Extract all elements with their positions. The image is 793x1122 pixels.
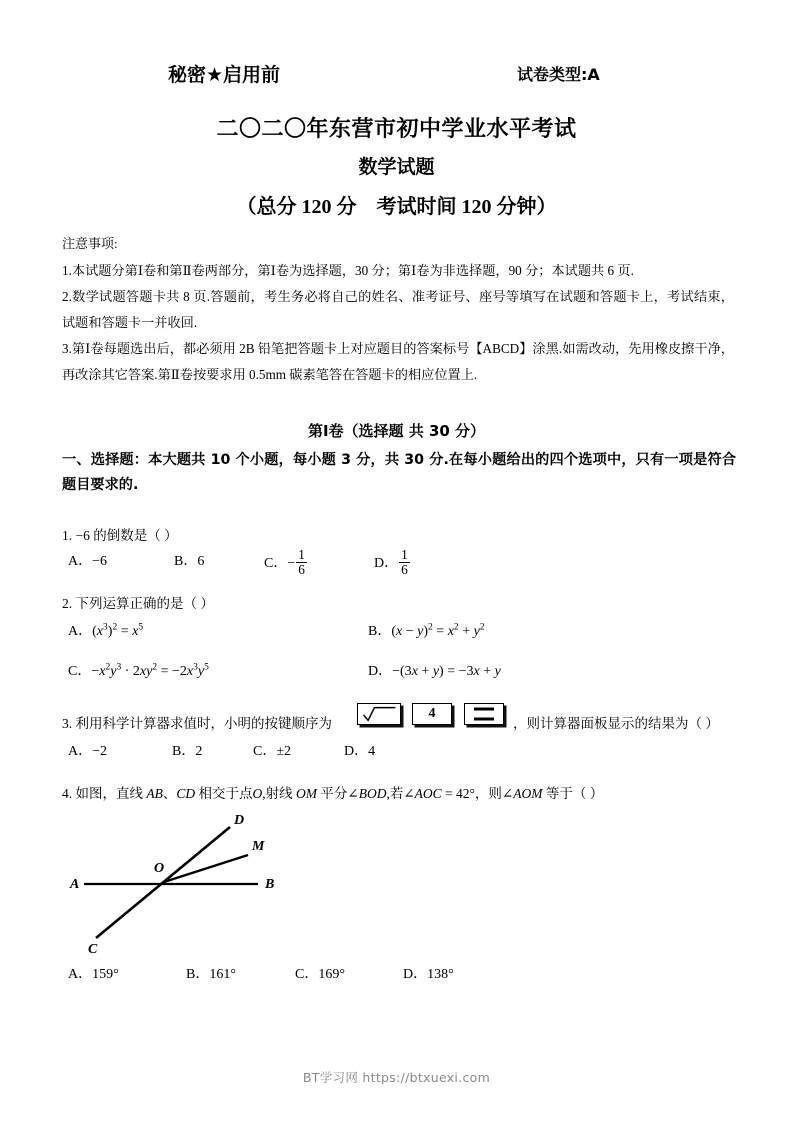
notice-item-2: 2.数学试题答题卡共 8 页.答题前，考生务必将自己的姓名、准考证号、座号等填写在试题和答题卡上，考试结束，试题和答题卡一并收回.	[62, 289, 734, 330]
q4-angle-aoc: AOC	[414, 786, 442, 801]
fraction-denominator: 6	[298, 561, 305, 577]
question-4-stem	[62, 782, 603, 802]
question-2-option-a[interactable]	[68, 620, 143, 640]
line-cd	[96, 827, 230, 938]
question-4-option-a[interactable]	[68, 963, 119, 983]
q4-suffix: 等于（ ）	[542, 786, 604, 801]
paper-type-label: 试卷类型:A	[517, 65, 600, 84]
exam-title: 二〇二〇年东营市初中学业水平考试	[216, 117, 577, 142]
figure-label-m: M	[252, 839, 265, 854]
option-a-label: A．	[68, 624, 93, 639]
question-1-stem: 1. −6 的倒数是（ ）	[62, 528, 178, 543]
calculator-sqrt-key[interactable]	[357, 703, 401, 725]
equals-icon	[474, 708, 494, 721]
question-3-stem-before: 3. 利用科学计算器求值时，小明的按键顺序为	[62, 716, 332, 731]
score-time-line: （总分 120 分 考试时间 120 分钟）	[236, 196, 557, 218]
option-d-label: D．	[403, 967, 428, 982]
question-4-figure	[62, 808, 362, 956]
question-3-option-d[interactable]	[344, 740, 375, 760]
question-1-option-a[interactable]	[68, 550, 107, 570]
option-d-value: 138°	[427, 967, 454, 982]
question-1-option-b[interactable]	[174, 550, 204, 570]
option-d-value: 4	[368, 744, 376, 759]
secret-label: 秘密★启用前	[168, 64, 281, 86]
option-a-value: 159°	[92, 967, 119, 982]
option-a-expression: $(x^3)^2 = x^5$	[92, 622, 144, 639]
q4-seg-cd: CD	[176, 786, 196, 801]
option-c-expression: $-x^2y^3 \cdot 2xy^2 = -2x^3y^5$	[91, 662, 209, 679]
question-4-option-b[interactable]	[186, 963, 236, 983]
q4-ray-om: OM	[296, 786, 318, 801]
fraction-numerator: 1	[401, 547, 408, 562]
option-c-label: C．	[264, 556, 288, 572]
intersecting-lines-diagram	[62, 808, 362, 956]
question-3-option-a[interactable]	[68, 740, 107, 760]
question-3-stem-after: ，则计算器面板显示的结果为（ ）	[513, 716, 719, 731]
q4-prefix: 4. 如图，直线	[62, 786, 147, 801]
option-b-value: 6	[197, 554, 205, 569]
option-a-label: A．	[68, 744, 93, 759]
notice-item-3: 3.第Ⅰ卷每题选出后，都必须用 2B 铅笔把答题卡上对应题目的答案标号【ABCD】涂黑.如需改动，先用橡皮擦干净，再改涂其它答案.第Ⅱ卷按要求用 0.5mm 碳素笔答在答题卡的相应位置上.	[62, 341, 734, 382]
calculator-four-key[interactable]: 4	[412, 703, 452, 725]
question-2-option-c[interactable]	[68, 660, 209, 680]
option-d-expression: −(3x + y) = −3x + y	[392, 664, 501, 679]
option-b-label: B．	[368, 624, 392, 639]
calculator-equals-key[interactable]	[464, 703, 504, 725]
option-a-label: A．	[68, 967, 93, 982]
footer-watermark: BT学习网 https://btxuexi.com	[302, 1070, 491, 1085]
question-1-option-c[interactable]	[264, 548, 308, 577]
subject-title: 数学试题	[358, 156, 435, 178]
option-b-expression: $(x - y)^2 = x^2 + y^2$	[391, 622, 485, 639]
q4-angle-bod: BOD	[358, 786, 387, 801]
option-b-label: B．	[172, 744, 196, 759]
option-c-label: C．	[68, 664, 92, 679]
option-c-sign: −	[287, 556, 296, 572]
option-d-label: D．	[374, 556, 399, 572]
option-b-label: B．	[174, 554, 198, 569]
page-header	[62, 60, 732, 90]
option-b-value: 2	[195, 744, 203, 759]
fraction-denominator: 6	[401, 561, 408, 577]
question-1-option-d[interactable]	[374, 548, 411, 577]
q4-mid4: 平分∠	[317, 786, 359, 801]
notice-item-1: 1.本试题分第Ⅰ卷和第Ⅱ卷两部分，第Ⅰ卷为选择题，30 分；第Ⅰ卷为非选择题，90 分；本试题共 6 页.	[62, 263, 634, 278]
option-a-value: −2	[92, 744, 108, 759]
q4-point-o: O	[252, 786, 263, 801]
fraction-one-sixth	[296, 548, 307, 577]
figure-label-d: D	[234, 813, 245, 828]
figure-label-c: C	[88, 942, 98, 956]
question-3-option-c[interactable]	[253, 740, 291, 760]
option-b-value: 161°	[209, 967, 236, 982]
part-one-title: 第Ⅰ卷（选择题 共 30 分）	[307, 422, 486, 440]
option-b-label: B．	[186, 967, 210, 982]
ray-om	[164, 855, 248, 882]
square-root-icon	[358, 704, 400, 724]
q4-mid6: = 42°，则∠	[441, 786, 514, 801]
fraction-one-sixth	[399, 548, 410, 577]
option-d-label: D．	[368, 664, 393, 679]
question-4-option-c[interactable]	[295, 963, 345, 983]
option-c-value: ±2	[276, 744, 292, 759]
question-2-option-d[interactable]	[368, 660, 501, 680]
q4-angle-aom: AOM	[513, 786, 543, 801]
figure-label-b: B	[265, 877, 275, 892]
notice-heading: 注意事项:	[62, 236, 118, 251]
question-2-stem: 2. 下列运算正确的是（ ）	[62, 596, 214, 611]
q4-seg-ab: AB	[146, 786, 163, 801]
figure-label-a: A	[70, 877, 80, 892]
q4-mid2: 相交于点	[195, 786, 253, 801]
fraction-numerator: 1	[298, 547, 305, 562]
option-a-label: A．	[68, 554, 93, 569]
question-4-option-d[interactable]	[403, 963, 454, 983]
option-d-label: D．	[344, 744, 369, 759]
q4-mid1: 、	[162, 786, 177, 801]
option-c-label: C．	[253, 744, 277, 759]
option-c-value: 169°	[318, 967, 345, 982]
q4-mid5: ,若∠	[386, 786, 415, 801]
figure-label-o: O	[154, 861, 165, 876]
option-c-label: C．	[295, 967, 319, 982]
multiple-choice-instruction: 一、选择题：本大题共 10 个小题，每小题 3 分，共 30 分.在每小题给出的四个选项中，只有一项是符合题目要求的.	[62, 452, 736, 493]
question-2-option-b[interactable]	[368, 620, 485, 640]
option-a-value: −6	[92, 554, 108, 569]
question-3-option-b[interactable]	[172, 740, 202, 760]
q4-mid3: ,射线	[262, 786, 297, 801]
